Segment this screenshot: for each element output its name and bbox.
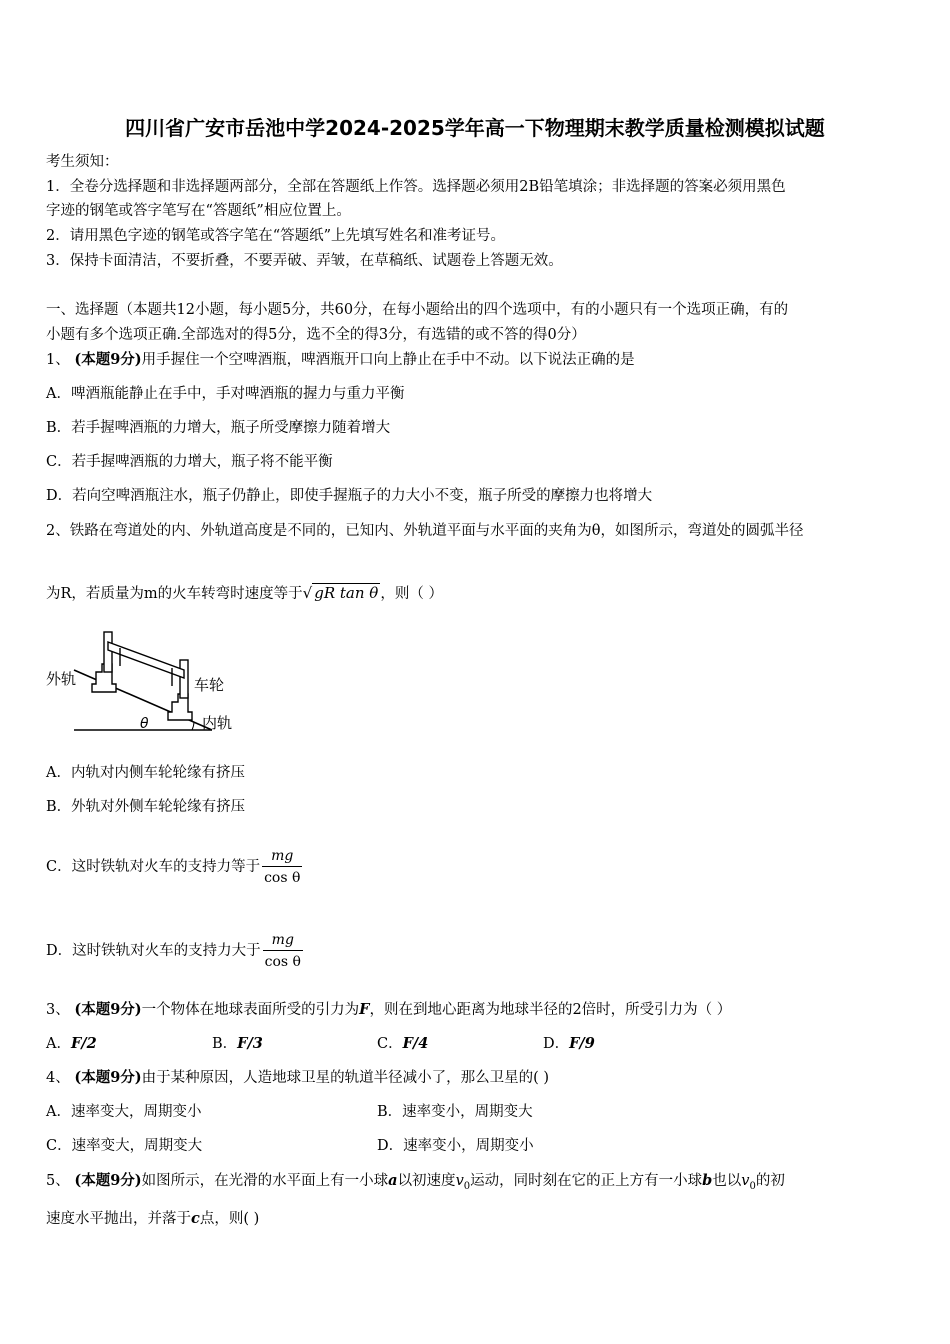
sqrt-expression: √ gR tan θ — [302, 584, 379, 602]
fraction-numerator: mg — [271, 848, 294, 864]
question-4-option-b: B．速率变小，周期变大 — [377, 1104, 533, 1120]
question-5-text-line2-pre: 速度水平抛出，并落于 — [46, 1211, 191, 1227]
fraction-numerator-2: mg — [271, 932, 294, 948]
question-3-force-symbol: F — [359, 1001, 370, 1018]
v0-subscript: 0 — [463, 1180, 471, 1192]
railway-curve-figure — [44, 626, 244, 738]
question-2-option-c-text: C．这时铁轨对火车的支持力等于 — [46, 859, 261, 875]
point-c-symbol: c — [191, 1210, 200, 1227]
question-5-score: (本题9分) — [74, 1172, 142, 1189]
question-3-option-a: A．F/2 — [46, 1035, 97, 1052]
question-4-number: 4、 — [46, 1070, 70, 1086]
question-2-text-pre: 为R，若质量为m的火车转弯时速度等于 — [46, 586, 303, 602]
question-3-option-d: D．F/9 — [543, 1035, 595, 1052]
question-2-stem-line-2 — [46, 580, 443, 607]
question-3-stem — [46, 1000, 731, 1020]
fraction-denominator-2: cos θ — [263, 950, 303, 972]
question-4-text: 由于某种原因，人造地球卫星的轨道半径减小了，那么卫星的( ) — [141, 1070, 550, 1086]
question-5-text-c: 运动，同时刻在它的正上方有一小球 — [470, 1173, 703, 1189]
question-3-score: (本题9分) — [74, 1001, 142, 1018]
fraction-denominator: cos θ — [262, 866, 302, 888]
question-2-option-b: B．外轨对外侧车轮轮缘有挤压 — [46, 799, 246, 815]
question-2-option-a: A．内轨对内侧车轮轮缘有挤压 — [46, 765, 245, 781]
question-5-text-b: 以初速度 — [397, 1173, 456, 1189]
question-1-option-d: D．若向空啤酒瓶注水，瓶子仍静止，即使手握瓶子的力大小不变，瓶子所受的摩擦力也将增大 — [46, 488, 653, 504]
question-1-stem — [46, 350, 635, 370]
question-4-option-c: C．速率变大，周期变大 — [46, 1138, 203, 1154]
notice-item-1-line-2: 字迹的钢笔或答字笔写在“答题纸”相应位置上。 — [46, 203, 351, 219]
question-5-text-a: 如图所示，在光滑的水平面上有一小球 — [141, 1173, 389, 1189]
outer-axle-post — [104, 632, 112, 672]
sqrt-radicand: gR tan θ — [314, 584, 379, 602]
question-1-option-a: A．啤酒瓶能静止在手中，手对啤酒瓶的握力与重力平衡 — [46, 386, 405, 402]
angle-label: θ — [140, 716, 149, 732]
fraction-mg-over-cos — [262, 846, 302, 888]
section-1-intro-line-1: 一、选择题（本题共12小题，每小题5分，共60分，在每小题给出的四个选项中，有的小题只有一个选项正确，有的 — [46, 302, 789, 318]
question-4-option-a: A．速率变大，周期变小 — [46, 1104, 202, 1120]
question-3-text-post: ，则在到地心距离为地球半径的2倍时，所受引力为（ ） — [369, 1002, 732, 1018]
question-5-number: 5、 — [46, 1173, 70, 1189]
question-1-option-b: B．若手握啤酒瓶的力增大，瓶子所受摩擦力随着增大 — [46, 420, 391, 436]
notice-item-2: 2．请用黑色字迹的钢笔或答字笔在“答题纸”上先填写姓名和准考证号。 — [46, 228, 506, 244]
wheel-label: 车轮 — [194, 676, 225, 694]
question-5-stem-line-2 — [46, 1209, 259, 1229]
ball-b-symbol: b — [702, 1172, 713, 1189]
question-2-option-d — [46, 930, 305, 972]
section-1-intro-line-2: 小题有多个选项正确.全部选对的得5分，选不全的得3分，有选错的或不答的得0分） — [46, 327, 586, 343]
v0-subscript-2: 0 — [749, 1180, 756, 1192]
notice-item-1-line-1: 1．全卷分选择题和非选择题两部分，全部在答题纸上作答。选择题必须用2B铅笔填涂；非选择题的答案必须用黑色 — [46, 179, 786, 195]
question-2-stem-line-1: 2、铁路在弯道处的内、外轨道高度是不同的，已知内、外轨道平面与水平面的夹角为θ，如图所示，弯道处的圆弧半径 — [46, 523, 804, 539]
question-2-option-c — [46, 846, 304, 888]
notice-item-3: 3．保持卡面清洁，不要折叠，不要弄破、弄皱，在草稿纸、试题卷上答题无效。 — [46, 253, 563, 269]
angle-arc — [192, 722, 194, 730]
question-1-score: (本题9分) — [74, 351, 142, 368]
notice-heading: 考生须知： — [46, 154, 119, 170]
ball-a-symbol: a — [388, 1172, 398, 1189]
page-title: 四川省广安市岳池中学2024-2025学年高一下物理期末教学质量检测模拟试题 — [125, 116, 825, 140]
inner-axle-post — [180, 660, 188, 698]
question-1-number: 1、 — [46, 352, 70, 368]
question-2-text-post: ，则（ ） — [380, 586, 443, 602]
inner-rail-label: 内轨 — [202, 714, 233, 732]
question-5-text-line2-post: 点，则( ) — [199, 1211, 260, 1227]
question-5-text-e: 的初 — [755, 1173, 785, 1189]
v0-symbol: v — [455, 1173, 464, 1189]
question-1-text: 用手握住一个空啤酒瓶，啤酒瓶开口向上静止在手中不动。以下说法正确的是 — [141, 352, 635, 368]
fraction-mg-over-cos-2 — [263, 930, 303, 972]
question-4-option-d: D．速率变小，周期变小 — [377, 1138, 534, 1154]
question-2-option-d-text: D．这时铁轨对火车的支持力大于 — [46, 943, 261, 959]
question-5-stem-line-1 — [46, 1171, 785, 1197]
v0-symbol-2: v — [741, 1173, 750, 1189]
question-3-option-b: B．F/3 — [212, 1035, 263, 1052]
question-3-number: 3、 — [46, 1002, 70, 1018]
question-3-text-pre: 一个物体在地球表面所受的引力为 — [141, 1002, 360, 1018]
question-3-option-c: C．F/4 — [377, 1035, 429, 1052]
question-5-text-d: 也以 — [712, 1173, 742, 1189]
question-1-option-c: C．若手握啤酒瓶的力增大，瓶子将不能平衡 — [46, 454, 333, 470]
outer-rail-label: 外轨 — [46, 670, 77, 688]
question-4-score: (本题9分) — [74, 1069, 142, 1086]
question-4-stem — [46, 1068, 549, 1088]
